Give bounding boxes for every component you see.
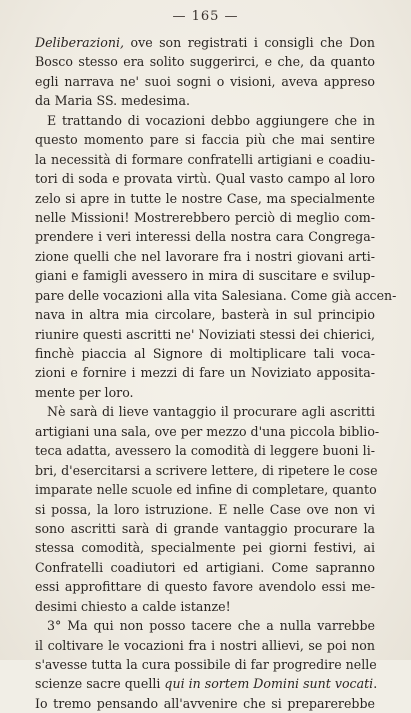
text-line	[35, 422, 380, 441]
text-segment: E trattando di vocazioni debbo aggiungere che in	[47, 112, 375, 128]
text-line	[35, 227, 375, 246]
text-segment: prendere i veri interessi della nostra cara Congrega-	[35, 229, 375, 245]
text-segment: egli narrava ne' suoi sogni o visioni, aveva appreso	[35, 73, 375, 89]
text-line	[35, 247, 375, 266]
italic-text: Deliberazioni,	[35, 35, 125, 50]
text-line	[35, 344, 375, 363]
text-segment: essi approfittare di questo favore avendolo essi me-	[35, 579, 375, 595]
text-segment: zione quelli che nel lavorare fra i nostri giovani arti-	[35, 248, 375, 264]
body-text	[35, 33, 397, 713]
text-segment: ove son registrati i consigli che Don	[124, 35, 375, 50]
text-segment: zioni e fornire i mezzi di fare un Noviziato apposita-	[35, 365, 375, 381]
text-line	[35, 72, 375, 91]
text-segment: zelo si apre in tutte le nostre Case, ma specialmente	[35, 190, 375, 206]
text-segment: giani e famigli avessero in mira di suscitare e svilup-	[35, 268, 375, 284]
text-line	[35, 363, 375, 382]
text-line	[35, 616, 375, 635]
text-line	[35, 655, 375, 674]
text-segment: nava in altra mia circolare, basterà in sul principio	[35, 307, 375, 323]
text-segment: mente per loro.	[35, 384, 134, 400]
text-line	[35, 286, 397, 305]
text-line	[35, 208, 375, 227]
text-segment: Confratelli coadiutori ed artigiani. Come sapranno	[35, 559, 375, 575]
text-segment: finchè piaccia al Signore di moltiplicare tali voca-	[35, 346, 375, 361]
text-line	[35, 441, 375, 460]
text-line	[35, 461, 378, 480]
text-line	[35, 500, 375, 519]
text-line	[35, 577, 375, 596]
text-line	[35, 189, 375, 208]
text-segment: 3° Ma qui non posso tacere che a nulla varrebbe	[47, 618, 375, 634]
text-segment: Io tremo pensando all'avvenire che si preparerebbe	[35, 695, 375, 711]
text-segment: Bosco stesso era solito suggerirci, e che, da quanto	[35, 54, 375, 70]
text-line	[35, 519, 375, 538]
text-line	[35, 325, 375, 344]
text-segment: teca adatta, avessero la comodità di leggere buoni li-	[35, 443, 375, 459]
text-line	[35, 111, 375, 130]
text-segment: s'avesse tutta la cura possibile di far progredire nelle	[35, 657, 377, 672]
text-line	[35, 383, 375, 402]
text-line	[35, 130, 375, 149]
text-line	[35, 480, 375, 499]
text-segment: questo momento pare si faccia più che mai sentire	[35, 132, 375, 148]
text-segment: tori di soda e provata virtù. Qual vasto campo al loro	[35, 171, 375, 187]
text-segment: .	[373, 676, 378, 692]
text-line	[35, 558, 375, 577]
text-segment: la necessità di formare confratelli artigiani e coadiu-	[35, 151, 375, 167]
text-segment: riunire questi ascritti ne' Noviziati stessi dei chierici,	[35, 326, 375, 342]
text-line	[35, 150, 375, 169]
text-line	[35, 266, 375, 285]
text-segment: artigiani una sala, ove per mezzo d'una piccola biblio-	[35, 423, 380, 439]
italic-text: qui in sortem Domini sunt vocati	[164, 676, 374, 692]
text-segment: il coltivare le vocazioni fra i nostri allievi, se poi non	[35, 637, 375, 653]
text-segment: desimi chiesto a calde istanze!	[35, 598, 231, 614]
text-segment: imparate nelle scuole ed infine di completare, quanto	[35, 482, 377, 498]
text-segment: nelle Missioni! Mostrerebbero perciò di meglio com-	[35, 209, 375, 225]
text-line	[35, 538, 375, 557]
text-line	[35, 694, 375, 713]
text-line	[35, 597, 375, 616]
text-line	[35, 52, 375, 71]
text-segment: scienze sacre quelli	[35, 676, 165, 692]
text-line	[35, 33, 375, 52]
text-line	[35, 402, 375, 421]
text-segment: Nè sarà di lieve vantaggio il procurare agli ascritti	[47, 404, 375, 420]
text-line	[35, 636, 375, 655]
text-segment: si possa, la loro istruzione. E nelle Case ove non vi	[35, 501, 375, 517]
text-line	[35, 169, 375, 188]
text-line	[35, 91, 375, 110]
text-line	[35, 305, 375, 324]
text-segment: bri, d'esercitarsi a scrivere lettere, di ripetere le cose	[35, 462, 378, 478]
page-number: — 165 —	[172, 9, 239, 24]
text-segment: pare delle vocazioni alla vita Salesiana. Come già accen-	[35, 287, 397, 303]
text-segment: stessa comodità, specialmente pei giorni festivi, ai	[35, 540, 375, 556]
text-segment: da Maria SS. medesima.	[35, 93, 190, 109]
text-line	[35, 674, 378, 693]
text-segment: sono ascritti sarà di grande vantaggio procurare la	[35, 520, 375, 536]
